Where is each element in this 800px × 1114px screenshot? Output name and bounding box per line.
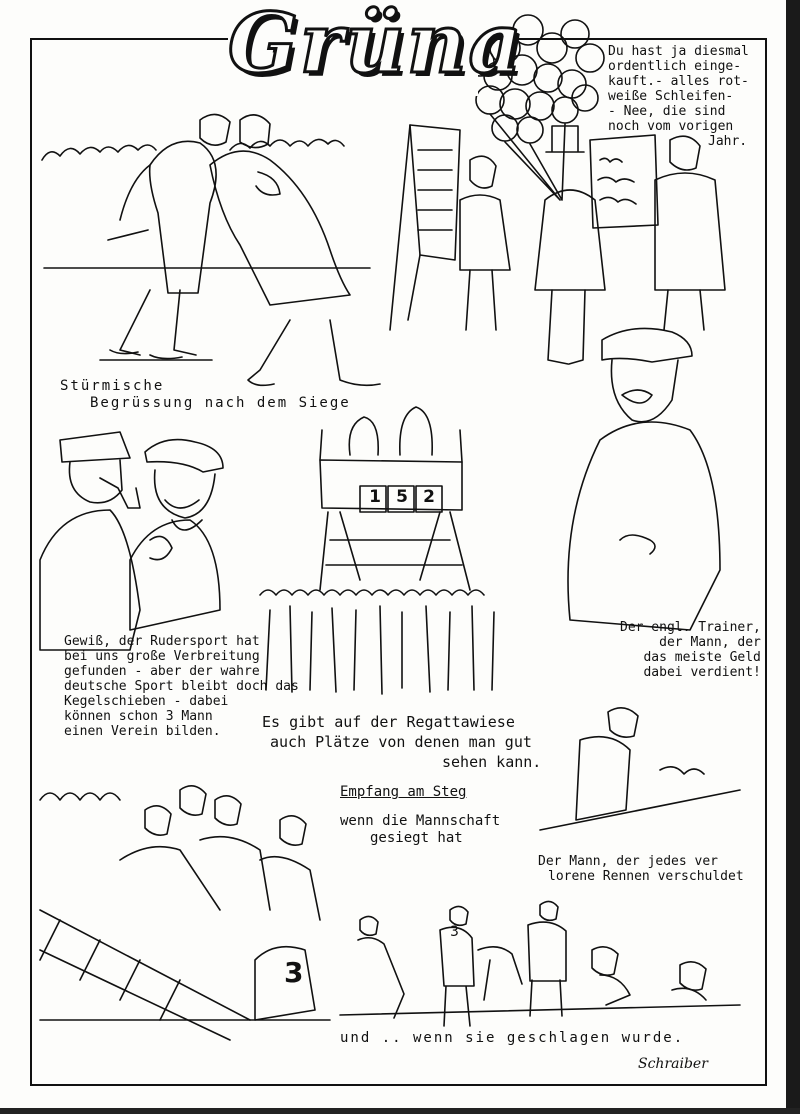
caption-line: das meiste Geld <box>643 650 761 665</box>
caption-line: dabei verdient! <box>643 665 761 680</box>
page-title-text: Grüna <box>228 0 524 92</box>
reception-heading: Empfang am Steg <box>340 784 467 800</box>
caption-line: einen Verein bilden. <box>64 724 221 739</box>
caption-line: wenn die Mannschaft <box>340 813 501 829</box>
defeat-caption: und .. wenn sie geschlagen wurde. <box>340 1030 685 1046</box>
caption-line: Stürmische <box>60 378 165 394</box>
caption-line: Es gibt auf der Regattawiese <box>262 713 515 731</box>
caption-line: Begrüssung nach dem Siege <box>90 395 351 411</box>
scoreboard-digit: 5 <box>396 487 408 507</box>
balloon-seller-quote <box>608 44 749 149</box>
scoreboard-digit: 1 <box>369 487 381 507</box>
caption-line: Der engl. Trainer, <box>620 620 761 635</box>
trainer-scene <box>568 328 720 630</box>
page-title <box>228 0 524 96</box>
caption-line: Du hast ja diesmal <box>608 44 749 59</box>
jersey-number: 3 <box>284 956 304 989</box>
scoreboard <box>362 487 442 511</box>
caption-line: auch Plätze von denen man gut <box>270 733 532 751</box>
reception-caption <box>340 784 500 847</box>
caption-line: noch vom vorigen <box>608 119 734 134</box>
lost-race-scene <box>540 708 740 830</box>
caption-line: Gewiß, der Rudersport hat <box>64 634 260 649</box>
caption-line: weiße Schleifen- <box>608 89 734 104</box>
caption-line: - Nee, die sind <box>608 104 726 119</box>
greeting-scene <box>42 114 380 385</box>
caption-line: bei uns große Verbreitung <box>64 649 260 664</box>
pipe-men-scene <box>40 432 223 650</box>
caption-line: ordentlich einge- <box>608 59 742 74</box>
greeting-caption <box>60 378 351 412</box>
caption-line: der Mann, der <box>659 635 761 650</box>
caption-line: können schon 3 Mann <box>64 709 213 724</box>
defeat-scene <box>340 901 740 1026</box>
caption-line: kauft.- alles rot- <box>608 74 749 89</box>
caption-line: lorene Rennen verschuldet <box>548 869 744 884</box>
caption-line: Der Mann, der jedes ver <box>538 854 719 869</box>
caption-line: Kegelschieben - dabei <box>64 694 229 709</box>
artist-signature: Schraiber <box>638 1056 708 1072</box>
lost-race-caption <box>538 854 744 884</box>
regatta-meadow-caption <box>262 712 541 772</box>
caption-line: gesiegt hat <box>370 830 463 846</box>
jetty-scene <box>40 786 330 1040</box>
caption-line: deutsche Sport bleibt doch das <box>64 679 299 694</box>
caption-line: Jahr. <box>708 134 748 149</box>
scoreboard-digit: 2 <box>423 487 435 507</box>
caption-line: gefunden - aber der wahre <box>64 664 260 679</box>
jersey-number: 3 <box>450 924 459 940</box>
trainer-caption <box>620 620 761 680</box>
caption-line: sehen kann. <box>442 753 542 771</box>
